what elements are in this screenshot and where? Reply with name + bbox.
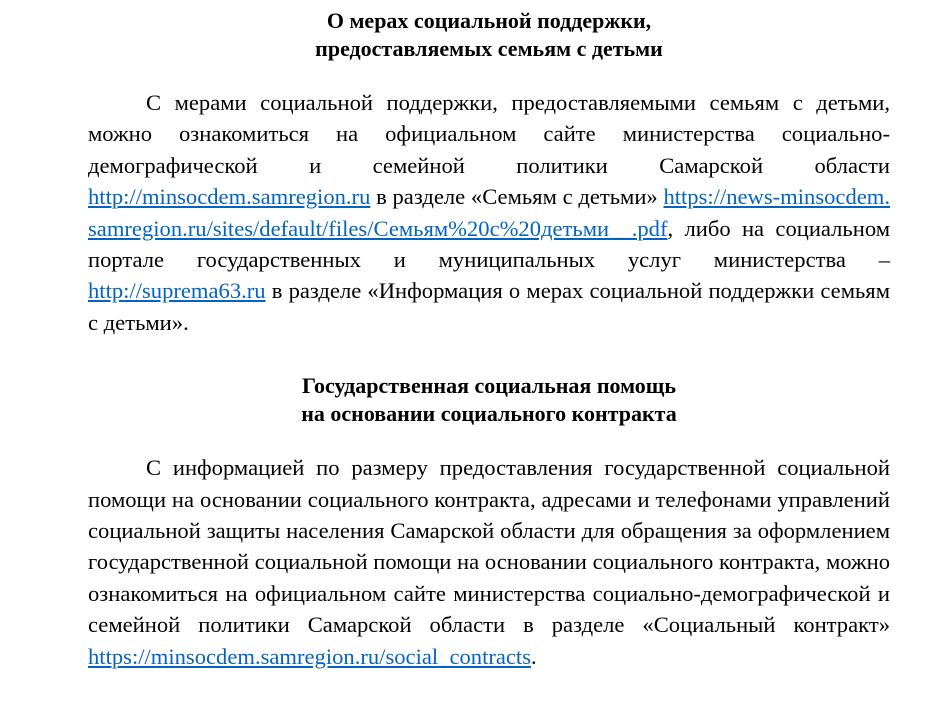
paragraph-text: С мерами социальной поддержки, предоставляемыми семьям с детьми, можно ознакомиться на официальном сайте министерства социально-демографической и семейной политики Самарской области (88, 90, 890, 178)
section-heading-family-support (88, 0, 890, 63)
paragraph-text: в разделе «Семьям с детьми» (370, 184, 664, 210)
heading-line: на основании социального контракта (301, 401, 677, 427)
heading-line: предоставляемых семьям с детьми (315, 36, 663, 61)
suprema63-portal-link[interactable]: http://suprema63.ru (88, 278, 266, 304)
document-page (88, 0, 890, 672)
paragraph-text: в разделе «Информация о мерах социальной поддержки семьям с детьми». (88, 278, 890, 335)
paragraph-social-contract (88, 452, 890, 672)
paragraph-text: , либо на социальном портале государственных и муниципальных услуг министерства – (88, 215, 890, 273)
families-with-children-pdf-link[interactable]: https://news-minsocdem.samregion.ru/sites/default/files/Семьям%20с%20детьми__.pdf (88, 184, 890, 241)
minsocdem-site-link[interactable]: http://minsocdem.samregion.ru (88, 184, 371, 210)
social-contracts-link[interactable]: https://minsocdem.samregion.ru/social_contracts (88, 643, 531, 669)
section-heading-social-contract (88, 372, 890, 428)
heading-line: Государственная социальная помощь (301, 373, 676, 399)
heading-line: О мерах социальной поддержки, (326, 8, 652, 33)
paragraph-family-support (88, 87, 890, 338)
paragraph-text: С информацией по размеру предоставления государственной социальной помощи на основании социального контракта, адресами и телефонами управлений социальной защиты населения Самарской области для обращения за оформлением государственной социальной помощи на основании социального контракта, можно ознакомиться на официальном сайте министерства социально-демографической и семейной политики Самарской области в разделе «Социальный контракт» (88, 455, 890, 638)
paragraph-text: . (531, 643, 537, 669)
